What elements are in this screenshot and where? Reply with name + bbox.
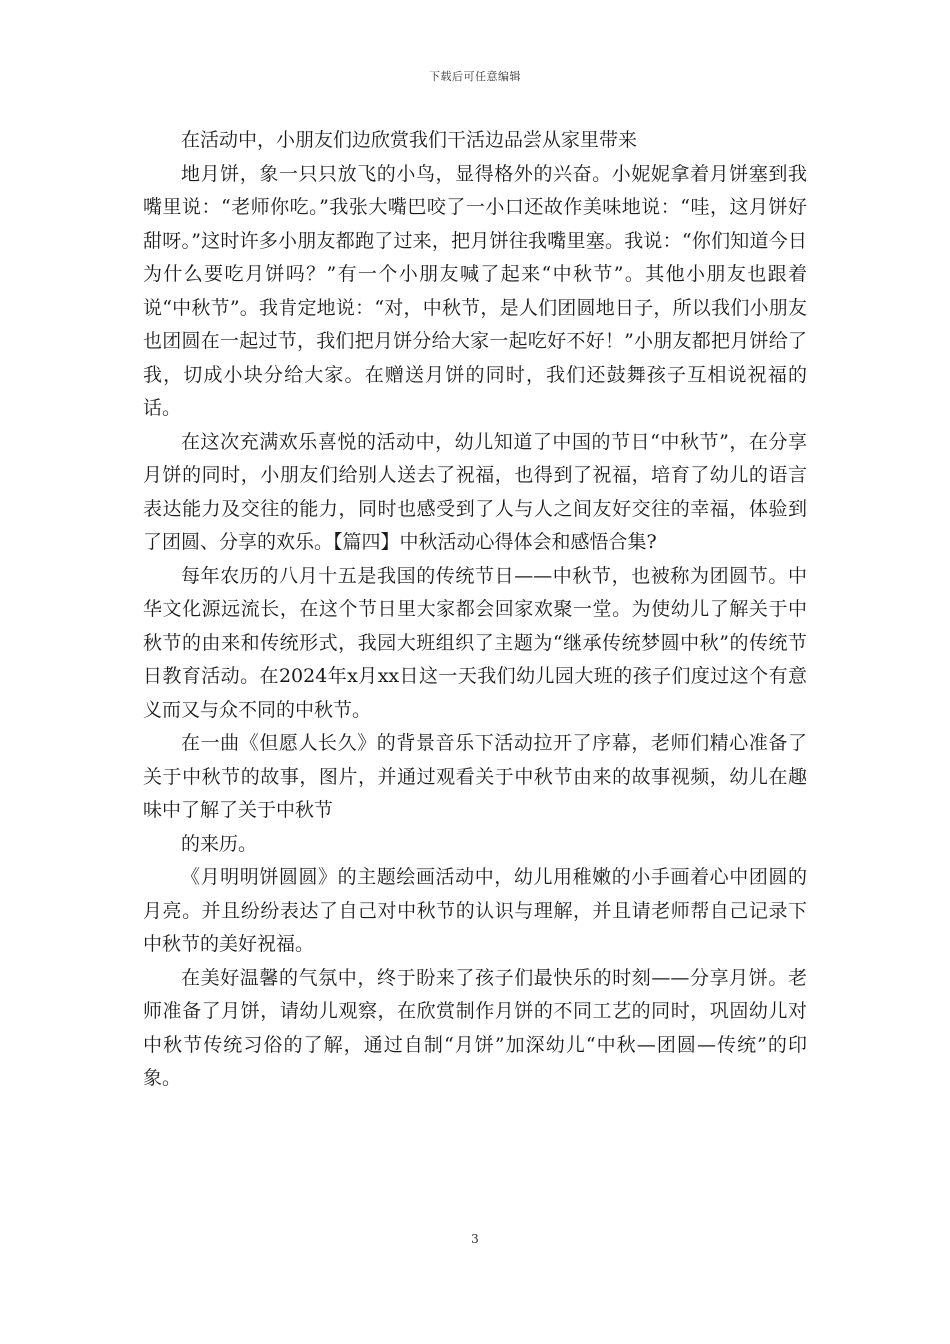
paragraph: 《月明明饼圆圆》的主题绘画活动中，幼儿用稚嫩的小手画着心中团圆的月亮。并且纷纷表达了自己对中秋节的认识与理解，并且请老师帮自己记录下中秋节的美好祝福。 [143,866,807,955]
paragraph: 在活动中，小朋友们边欣赏我们干活边品尝从家里带来 [181,129,638,151]
document-body [143,124,807,1096]
page-number: 3 [471,1232,479,1246]
paragraph: 地月饼，象一只只放飞的小鸟，显得格外的兴奋。小妮妮拿着月饼塞到我嘴里说：“老师你吃。”我张大嘴巴咬了一小口还故作美味地说：“哇，这月饼好甜呀。”这时许多小朋友都跑了过来，把月饼往我嘴里塞。我说：“你们知道今日为什么要吃月饼吗？”有一个小朋友喊了起来“中秋节”。其他小朋友也跟着说“中秋节”。我肯定地说：“对，中秋节，是人们团圆地日子，所以我们小朋友也团圆在一起过节，我们把月饼分给大家一起吃好不好！”小朋友都把月饼给了我，切成小块分给大家。在赠送月饼的同时，我们还鼓舞孩子互相说祝福的话。 [143,162,807,419]
paragraph: 在这次充满欢乐喜悦的活动中，幼儿知道了中国的节日“中秋节”，在分享月饼的同时，小朋友们给别人送去了祝福，也得到了祝福，培育了幼儿的语言表达能力及交往的能力，同时也感受到了人与人之间友好交往的幸福，体验到了团圆、分享的欢乐。【篇四】中秋活动心得体会和感悟合集? [143,430,807,553]
paragraph: 在一曲《但愿人长久》的背景音乐下活动拉开了序幕，老师们精心准备了关于中秋节的故事，图片，并通过观看关于中秋节由来的故事视频，幼儿在趣味中了解了关于中秋节 [143,732,807,821]
paragraph: 每年农历的八月十五是我国的传统节日——中秋节，也被称为团圆节。中华文化源远流长，在这个节日里大家都会回家欢聚一堂。为使幼儿了解关于中秋节的由来和传统形式，我园大班组织了主题为“继承传统梦圆中秋”的传统节日教育活动。在2024年x月xx日这一天我们幼儿园大班的孩子们度过这个有意义而又与众不同的中秋节。 [143,564,807,721]
paragraph: 在美好温馨的气氛中，终于盼来了孩子们最快乐的时刻——分享月饼。老师准备了月饼，请幼儿观察，在欣赏制作月饼的不同工艺的同时，巩固幼儿对中秋节传统习俗的了解，通过自制“月饼”加深幼儿“中秋—团圆—传统”的印象。 [143,966,807,1089]
page-header: 下载后可任意编辑 [429,70,521,83]
paragraph: 的来历。 [181,832,258,855]
